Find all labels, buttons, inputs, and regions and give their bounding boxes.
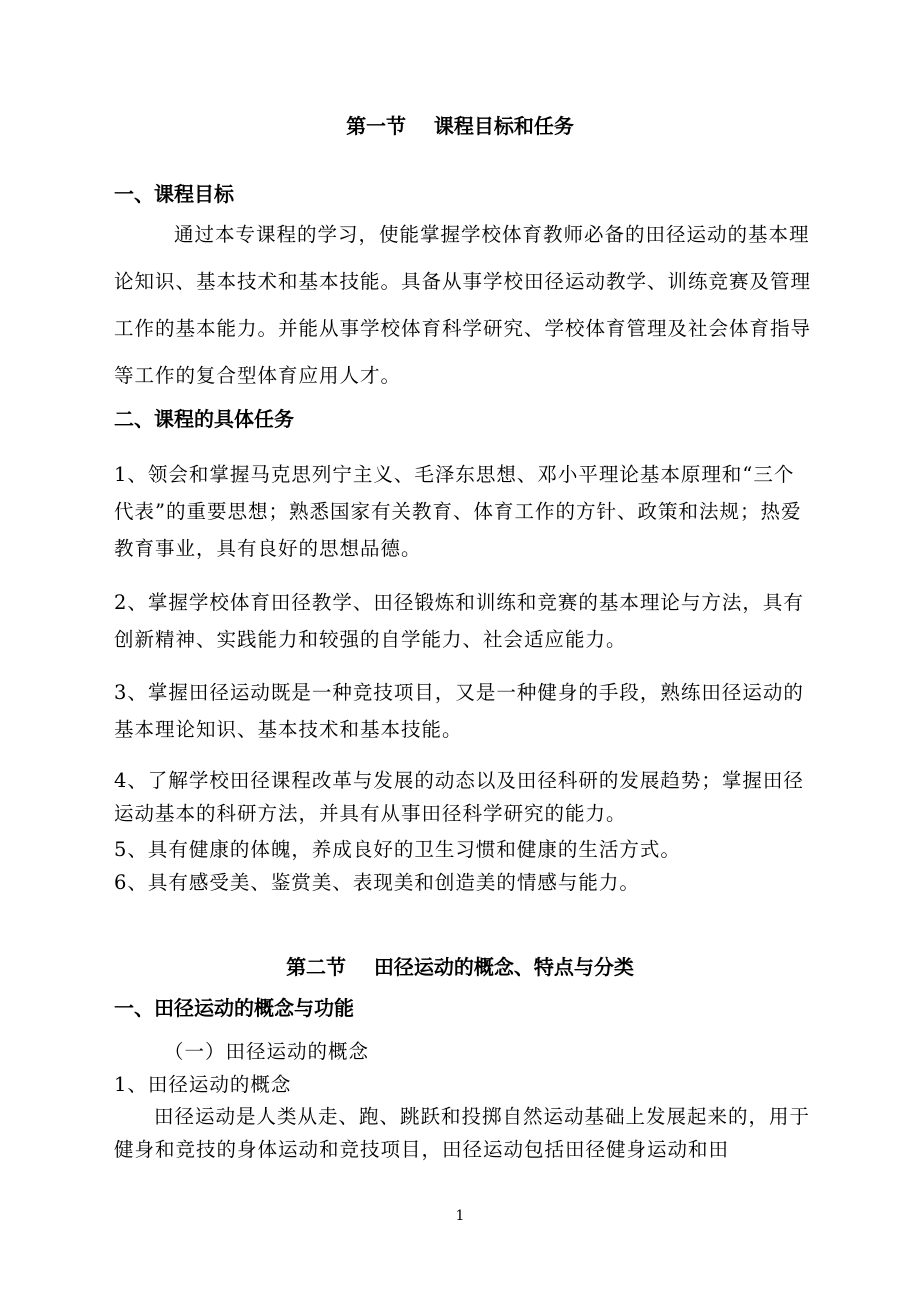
concept-paragraph: 田径运动是人类从走、跑、跳跃和投掷自然运动基础上发展起来的，用于健身和竞技的身体运动和竞技项目，田径运动包括田径健身运动和田	[114, 1105, 811, 1161]
concept-subheading: （一）田径运动的概念	[164, 1040, 370, 1063]
course-task-heading: 二、课程的具体任务	[114, 407, 294, 431]
task-item-6: 6、具有感受美、鉴赏美、表现美和创造美的情感与能力。	[114, 871, 640, 894]
task-item-1: 1、领会和掌握马克思列宁主义、毛泽东思想、邓小平理论基本原理和“三个代表”的重要思想；熟悉国家有关教育、体育工作的方针、政策和法规；热爱教育事业，具有良好的思想品德。	[114, 463, 802, 560]
concept-function-heading: 一、田径运动的概念与功能	[114, 996, 354, 1020]
section-1-title: 第一节 课程目标和任务	[346, 114, 574, 138]
course-goal-paragraph: 通过本专课程的学习，使能掌握学校体育教师必备的田径运动的基本理论知识、基本技术和基本技能。具备从事学校田径运动教学、训练竞赛及管理工作的基本能力。并能从事学校体育科学研究、学校体育管理及社会体育指导等工作的复合型体育应用人才。	[114, 223, 812, 387]
task-item-3: 3、掌握田径运动既是一种竞技项目，又是一种健身的手段，熟练田径运动的基本理论知识、基本技术和基本技能。	[114, 681, 804, 741]
task-item-5: 5、具有健康的体魄，养成良好的卫生习惯和健康的生活方式。	[114, 838, 681, 861]
page-number: 1	[455, 1208, 465, 1224]
concept-item-heading: 1、田径运动的概念	[114, 1073, 292, 1096]
section-2-title: 第二节 田径运动的概念、特点与分类	[286, 955, 634, 979]
task-item-2: 2、掌握学校体育田径教学、田径锻炼和训练和竞赛的基本理论与方法，具有创新精神、实践能力和较强的自学能力、社会适应能力。	[114, 591, 804, 651]
task-item-4: 4、了解学校田径课程改革与发展的动态以及田径科研的发展趋势；掌握田径运动基本的科研方法，并具有从事田径科学研究的能力。	[114, 769, 804, 825]
course-goal-heading: 一、课程目标	[114, 182, 234, 206]
